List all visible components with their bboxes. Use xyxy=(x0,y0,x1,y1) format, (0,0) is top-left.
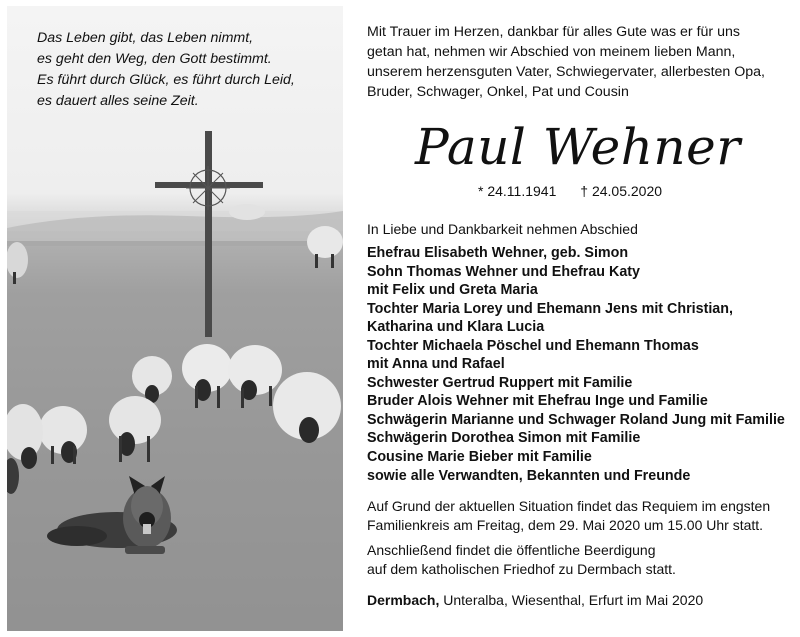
farewell-intro: In Liebe und Dankbarkeit nehmen Abschied xyxy=(367,221,638,237)
intro-line: unserem herzensguten Vater, Schwiegervater, allerbesten Opa, xyxy=(367,64,766,80)
intro-text xyxy=(367,22,787,102)
place-and-date xyxy=(367,592,703,608)
poem-line: es dauert alles seine Zeit. xyxy=(37,93,199,109)
burial-note xyxy=(367,541,676,578)
poem-line: Es führt durch Glück, es führt durch Leid, xyxy=(37,72,295,88)
place-rest: Unteralba, Wiesenthal, Erfurt im Mai 2020 xyxy=(439,592,704,608)
poem xyxy=(37,28,327,112)
requiem-line: Auf Grund der aktuellen Situation findet das Requiem im engsten xyxy=(367,498,771,514)
mourner-line: Cousine Marie Bieber mit Familie xyxy=(367,449,592,466)
intro-line: getan hat, nehmen wir Abschied von meinem lieben Mann, xyxy=(367,44,736,60)
burial-line: auf dem katholischen Friedhof zu Dermbach statt. xyxy=(367,560,676,577)
mourner-line: Schwester Gertrud Ruppert mit Familie xyxy=(367,374,633,391)
intro-line: Mit Trauer im Herzen, dankbar für alles Gute was er für uns xyxy=(367,24,740,40)
memorial-photo xyxy=(7,6,343,631)
poem-line: es geht den Weg, den Gott bestimmt. xyxy=(37,51,272,67)
mourner-line: mit Felix und Greta Maria xyxy=(367,282,538,299)
mourner-line: sowie alle Verwandten, Bekannten und Freunde xyxy=(367,467,691,484)
poem-line: Das Leben gibt, das Leben nimmt, xyxy=(37,30,254,46)
mourner-line: Schwägerin Dorothea Simon mit Familie xyxy=(367,430,641,447)
mourner-line: Katharina und Klara Lucia xyxy=(367,319,545,336)
mourner-line: Schwägerin Marianne und Schwager Roland Jung mit Familie xyxy=(367,411,785,428)
mourner-line: Tochter Maria Lorey und Ehemann Jens mit Christian, xyxy=(367,300,733,317)
intro-line: Bruder, Schwager, Onkel, Pat und Cousin xyxy=(367,84,629,100)
mourner-line: Tochter Michaela Pöschel und Ehemann Thomas xyxy=(367,337,699,354)
life-dates xyxy=(478,183,682,199)
mourner-line: Ehefrau Elisabeth Wehner, geb. Simon xyxy=(367,245,629,261)
death-date: † 24.05.2020 xyxy=(580,183,663,199)
mourner-line: mit Anna und Rafael xyxy=(367,356,505,373)
requiem-note xyxy=(367,497,770,534)
mourners-list xyxy=(367,244,785,485)
deceased-name: Paul Wehner xyxy=(415,118,741,176)
mourner-line: Sohn Thomas Wehner und Ehefrau Katy xyxy=(367,263,640,280)
mourner-line: Bruder Alois Wehner mit Ehefrau Inge und Familie xyxy=(367,393,708,410)
place-town: Dermbach, xyxy=(367,592,440,608)
birth-date: * 24.11.1941 xyxy=(478,183,557,199)
requiem-line: Familienkreis am Freitag, dem 29. Mai 2020 um 15.00 Uhr statt. xyxy=(367,516,764,533)
burial-line: Anschließend findet die öffentliche Beerdigung xyxy=(367,542,656,558)
